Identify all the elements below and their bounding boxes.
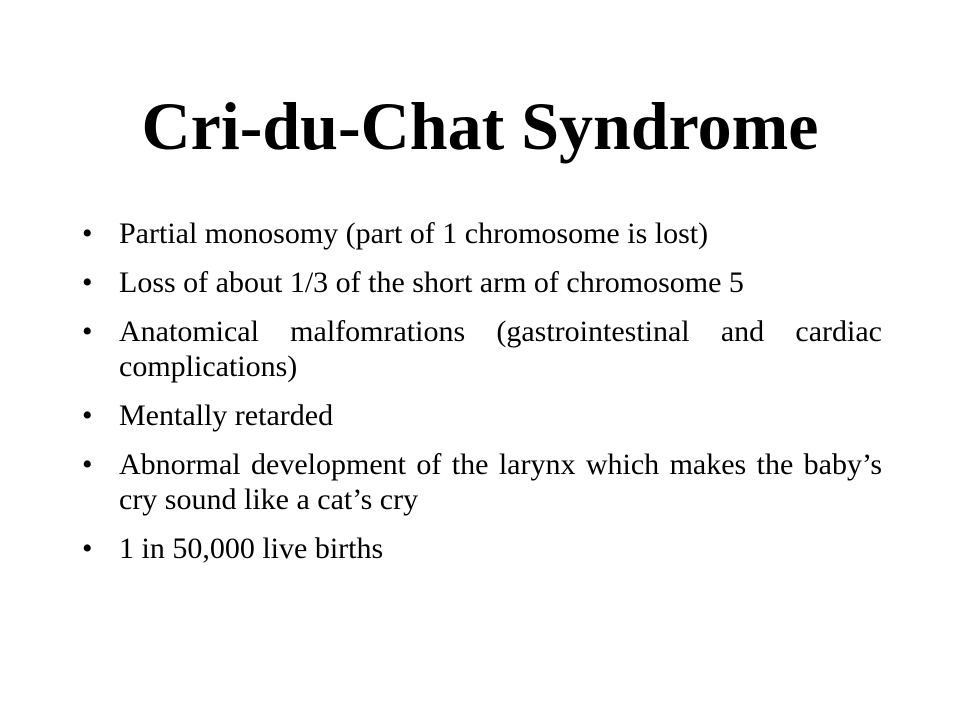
bullet-text: Loss of about 1/3 of the short arm of chromosome 5 — [119, 266, 744, 299]
bullet-dot-icon: • — [82, 217, 93, 250]
bullet-item — [82, 265, 882, 300]
bullet-dot-icon: • — [82, 399, 93, 432]
bullet-dot-icon: • — [82, 266, 93, 299]
bullet-item — [82, 531, 882, 566]
bullet-item — [82, 216, 882, 251]
bullet-text: 1 in 50,000 live births — [119, 532, 384, 565]
slide-title: Cri-du-Chat Syndrome — [141, 88, 819, 164]
bullet-dot-icon: • — [82, 532, 93, 565]
bullet-text: Mentally retarded — [119, 399, 334, 432]
bullet-text: Anatomical malfomrations (gastrointestinal and cardiac complications) — [119, 315, 882, 383]
bullet-text: Partial monosomy (part of 1 chromosome is lost) — [119, 217, 709, 250]
bullet-text: Abnormal development of the larynx which makes the baby’s cry sound like a cat’s cry — [119, 448, 882, 516]
bullet-item — [82, 398, 882, 433]
bullet-list — [82, 216, 882, 580]
bullet-dot-icon: • — [82, 315, 93, 348]
bullet-dot-icon: • — [82, 448, 93, 481]
bullet-item — [82, 447, 882, 517]
bullet-item — [82, 314, 882, 384]
